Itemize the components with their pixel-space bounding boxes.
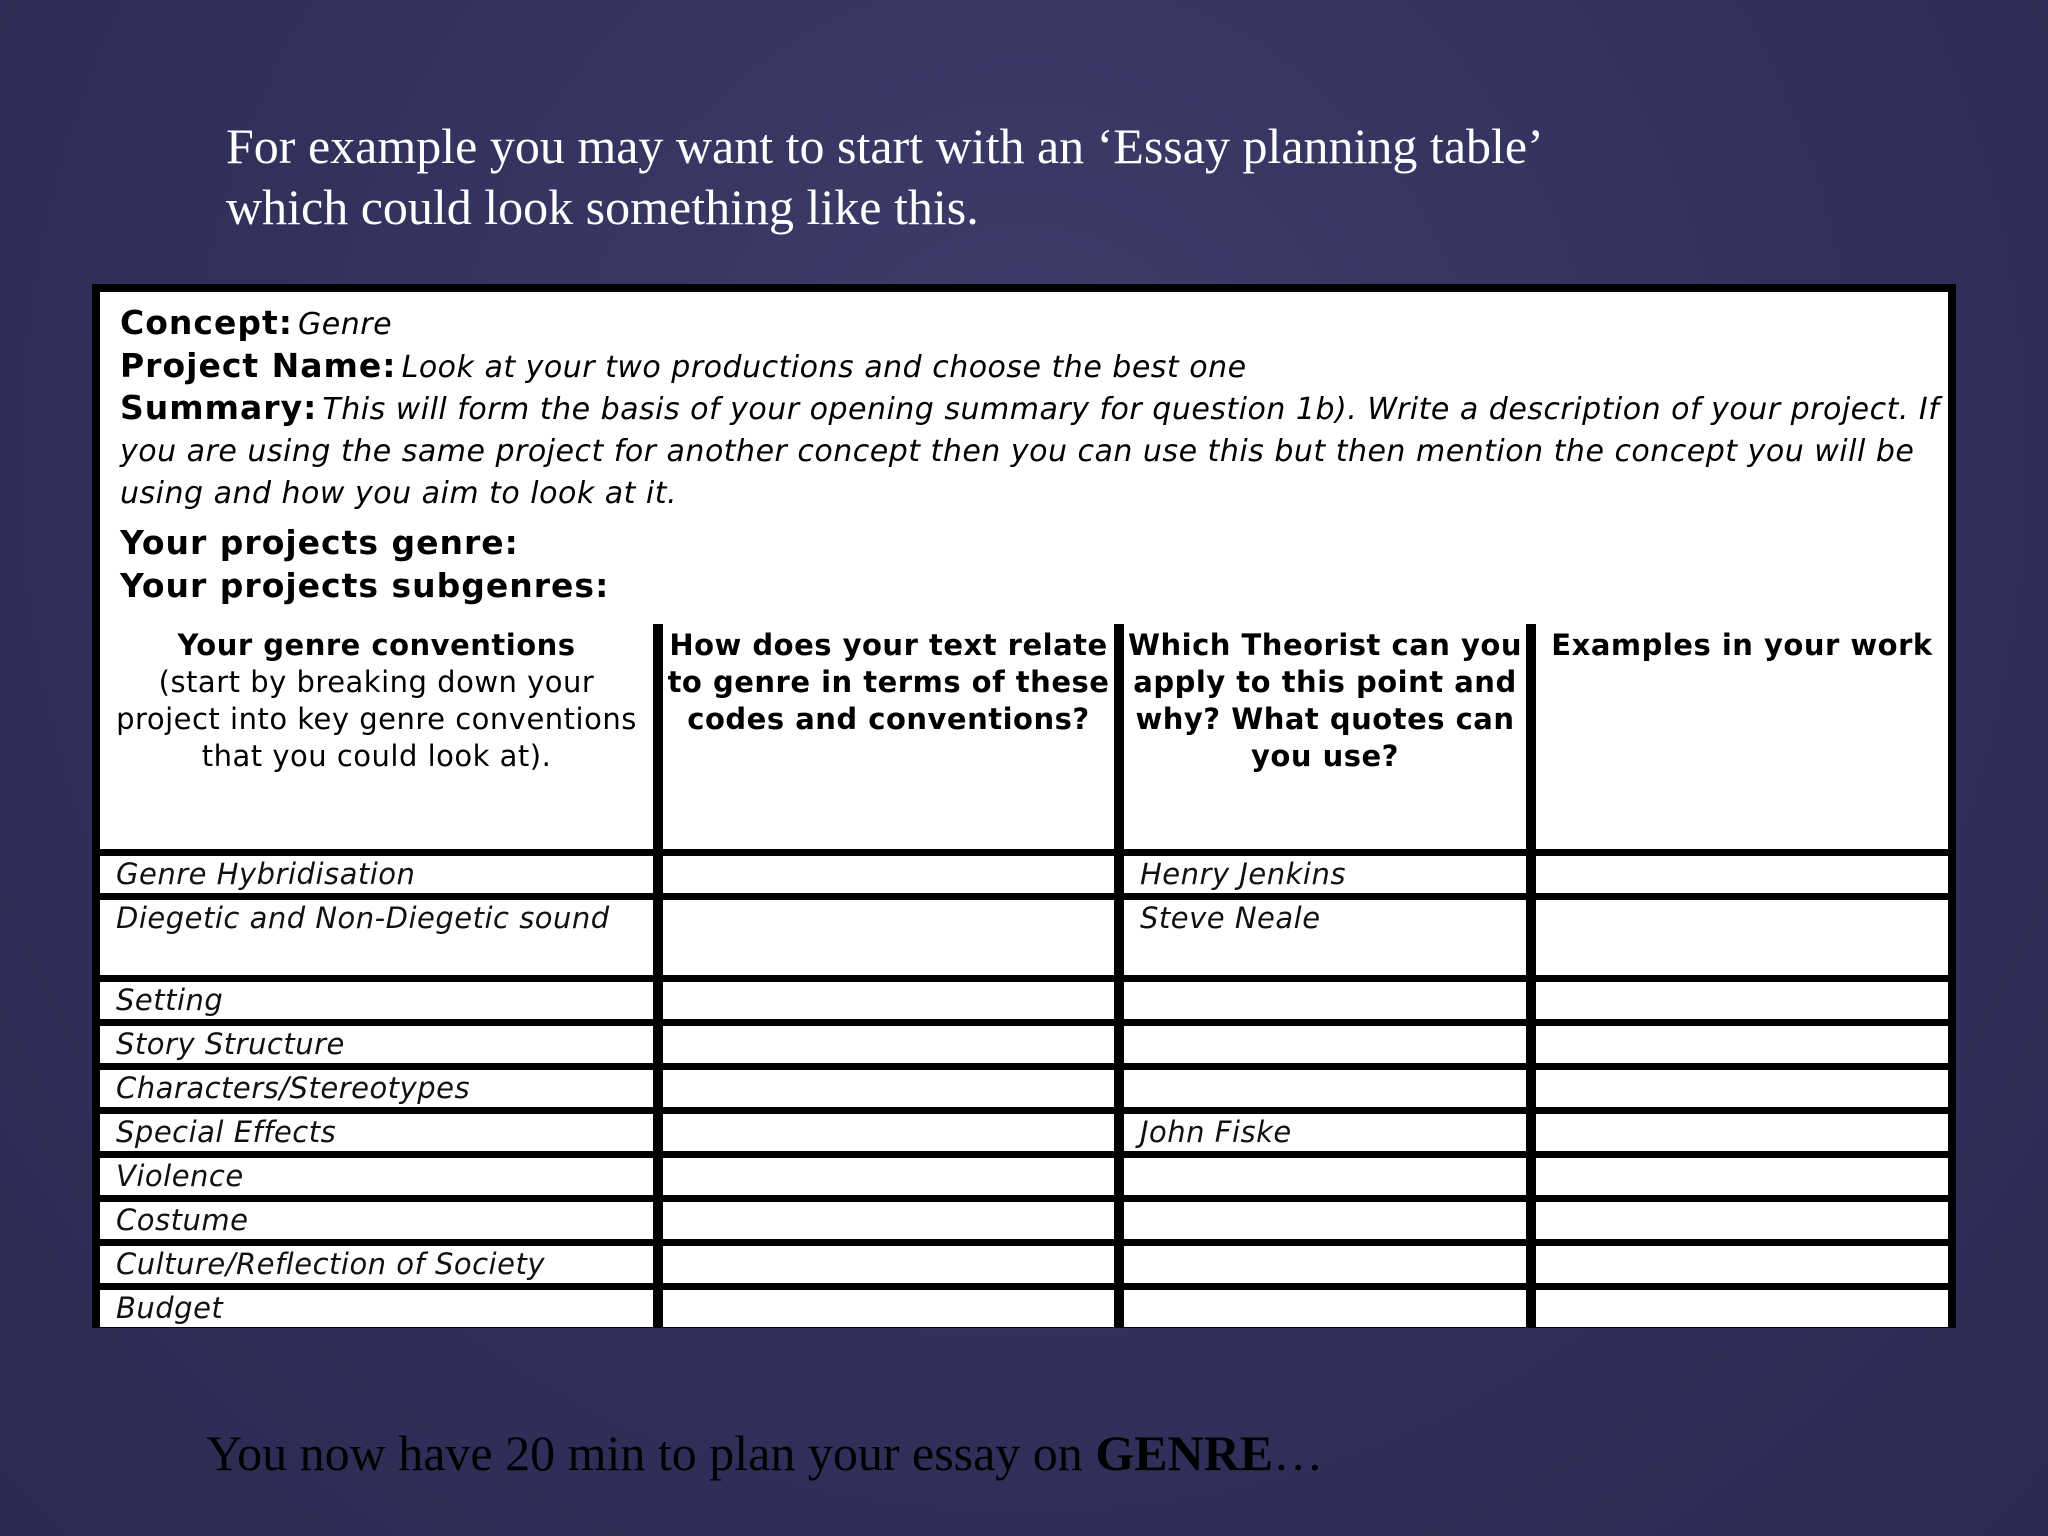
text-relation-cell bbox=[663, 1202, 1114, 1239]
examples-cell bbox=[1536, 1026, 1948, 1063]
examples-cell bbox=[1536, 1158, 1948, 1195]
project-name-label: Project Name: bbox=[120, 346, 397, 385]
column-header-examples bbox=[1536, 624, 1948, 849]
examples-cell bbox=[1536, 1070, 1948, 1107]
examples-cell bbox=[1536, 856, 1948, 893]
summary-block bbox=[120, 389, 1948, 517]
theorist-cell: John Fiske bbox=[1124, 1114, 1526, 1151]
theorist-cell bbox=[1124, 1290, 1526, 1327]
intro-line-2: which could look something like this. bbox=[226, 179, 979, 235]
text-relation-cell bbox=[663, 1070, 1114, 1107]
examples-cell bbox=[1536, 1114, 1948, 1151]
text-relation-cell bbox=[663, 1290, 1114, 1327]
conventions-grid bbox=[100, 624, 1948, 1327]
theorist-cell bbox=[1124, 1246, 1526, 1283]
column-header-conventions-title: Your genre conventions bbox=[177, 628, 576, 662]
essay-planning-table bbox=[92, 284, 1956, 1328]
theorist-cell bbox=[1124, 1158, 1526, 1195]
column-header-text-relation-label: How does your text relate to genre in terms of these codes and conventions? bbox=[667, 628, 1110, 736]
convention-cell: Diegetic and Non-Diegetic sound bbox=[100, 900, 653, 975]
concept-line bbox=[120, 301, 1948, 344]
theorist-cell bbox=[1124, 1026, 1526, 1063]
summary-value: This will form the basis of your opening summary for question 1b). Write a description of your project. If you are using the same project for another concept then you can use this but then mention the concept you will be using and how you aim to look at it. bbox=[120, 392, 1940, 511]
text-relation-cell bbox=[663, 1246, 1114, 1283]
convention-cell: Violence bbox=[100, 1158, 653, 1195]
genre-line bbox=[120, 521, 1948, 564]
closing-emphasis: GENRE bbox=[1095, 1425, 1274, 1481]
text-relation-cell bbox=[663, 1158, 1114, 1195]
project-name-value: Look at your two productions and choose the best one bbox=[401, 350, 1247, 385]
convention-cell: Characters/Stereotypes bbox=[100, 1070, 653, 1107]
summary-label: Summary: bbox=[120, 388, 318, 427]
convention-cell: Setting bbox=[100, 982, 653, 1019]
column-header-text-relation bbox=[663, 624, 1114, 849]
convention-cell: Budget bbox=[100, 1290, 653, 1327]
theorist-cell bbox=[1124, 982, 1526, 1019]
theorist-cell: Steve Neale bbox=[1124, 900, 1526, 975]
convention-cell: Costume bbox=[100, 1202, 653, 1239]
examples-cell bbox=[1536, 1290, 1948, 1327]
convention-cell: Genre Hybridisation bbox=[100, 856, 653, 893]
closing-prefix: You now have 20 min to plan your essay on bbox=[206, 1425, 1096, 1481]
convention-cell: Story Structure bbox=[100, 1026, 653, 1063]
text-relation-cell bbox=[663, 982, 1114, 1019]
intro-line-1: For example you may want to start with an ‘Essay planning table’ bbox=[226, 118, 1544, 174]
column-header-examples-label: Examples in your work bbox=[1551, 628, 1933, 662]
intro-text bbox=[226, 116, 1826, 238]
subgenres-line bbox=[120, 564, 1948, 607]
convention-cell: Special Effects bbox=[100, 1114, 653, 1151]
text-relation-cell bbox=[663, 1114, 1114, 1151]
projects-subgenres-label: Your projects subgenres: bbox=[120, 566, 610, 605]
projects-genre-label: Your projects genre: bbox=[120, 523, 519, 562]
convention-cell: Culture/Reflection of Society bbox=[100, 1246, 653, 1283]
project-name-line bbox=[120, 344, 1948, 387]
text-relation-cell bbox=[663, 856, 1114, 893]
text-relation-cell bbox=[663, 900, 1114, 975]
text-relation-cell bbox=[663, 1026, 1114, 1063]
theorist-cell bbox=[1124, 1202, 1526, 1239]
closing-suffix: … bbox=[1273, 1425, 1324, 1481]
examples-cell bbox=[1536, 982, 1948, 1019]
column-header-conventions-note: (start by breaking down your project into key genre conventions that you could look at). bbox=[116, 665, 637, 773]
closing-instruction bbox=[206, 1424, 1323, 1482]
column-header-conventions bbox=[100, 624, 653, 849]
concept-label: Concept: bbox=[120, 303, 293, 342]
column-header-theorist bbox=[1124, 624, 1526, 849]
concept-value: Genre bbox=[298, 307, 393, 342]
theorist-cell bbox=[1124, 1070, 1526, 1107]
examples-cell bbox=[1536, 1246, 1948, 1283]
examples-cell bbox=[1536, 1202, 1948, 1239]
theorist-cell: Henry Jenkins bbox=[1124, 856, 1526, 893]
examples-cell bbox=[1536, 900, 1948, 975]
column-header-theorist-label: Which Theorist can you apply to this point and why? What quotes can you use? bbox=[1128, 628, 1522, 773]
